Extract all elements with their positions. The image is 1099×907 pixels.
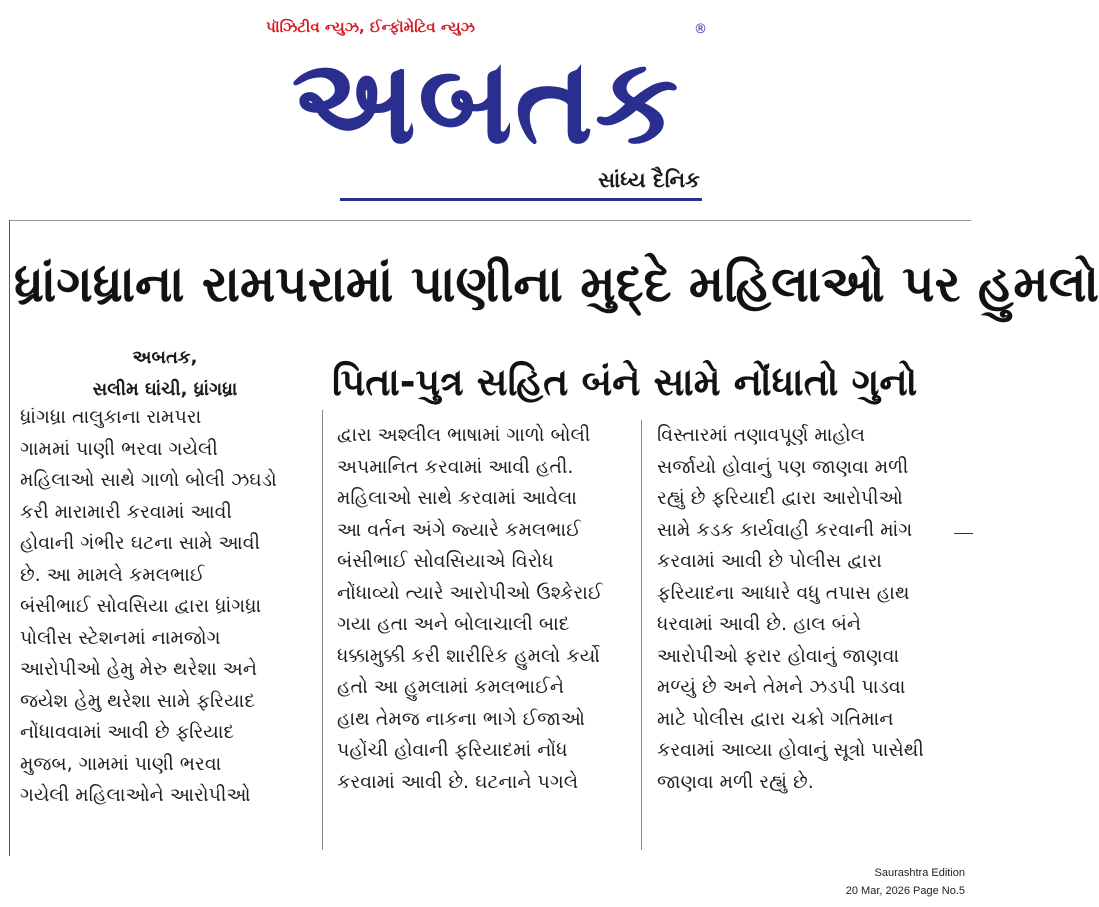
masthead-tagline: પૉઝિટીવ ન્યુઝ, ઈન્ફૉમેટિવ ન્યુઝ — [266, 18, 475, 36]
text-line: નોંધાવ્યો ત્યારે આરોપીઓ ઉશ્કેરાઈ — [337, 581, 603, 604]
text-line: જાણવા મળી રહ્યું છે. — [657, 770, 814, 793]
text-line: ગયા હતા અને બોલાચાલી બાદ — [337, 613, 570, 635]
crop-mark — [954, 533, 973, 534]
text-line: દ્વારા અશ્લીલ ભાષામાં ગાળો બોલી — [337, 424, 591, 446]
text-line: સામે કડક કાર્યવાહી કરવાની માંગ — [657, 518, 913, 541]
text-line: આ વર્તન અંગે જ્યારે કમલભાઈ — [337, 518, 581, 541]
column-divider — [322, 410, 323, 850]
text-line: હાથ તેમજ નાકના ભાગે ઈજાઓ — [337, 707, 585, 730]
text-line: છે. આ મામલે કમલભાઈ — [20, 563, 205, 586]
masthead-rule — [340, 198, 702, 201]
text-line: હોવાની ગંભીર ઘટના સામે આવી — [20, 532, 260, 554]
text-line: સર્જાયો હોવાનું પણ જાણવા મળી — [657, 455, 909, 478]
page-footer — [765, 864, 965, 900]
text-line: કરી મારામારી કરવામાં આવી — [20, 500, 232, 523]
text-line: વિસ્તારમાં તણાવપૂર્ણ માહોલ — [657, 424, 866, 446]
text-line: ગામમાં પાણી ભરવા ગયેલી — [20, 437, 218, 460]
article-left-border — [9, 220, 10, 856]
text-line: માટે પોલીસ દ્વારા ચક્રો ગતિમાન — [657, 707, 894, 730]
article-byline — [20, 342, 310, 406]
text-line: પહોંચી હોવાની ફરિયાદમાં નોંધ — [337, 739, 568, 761]
byline-reporter: સલીમ ઘાંચી, ધ્રાંગધ્રા — [92, 379, 238, 400]
text-line: અપમાનિત કરવામાં આવી હતી. — [337, 455, 574, 478]
article-subheadline: પિતા-પુત્ર સહિત બંને સામે નોંધાતો ગુનો — [332, 360, 918, 404]
text-line: રહ્યું છે ફરિયાદી દ્વારા આરોપીઓ — [657, 487, 903, 509]
text-line: મહિલાઓ સાથે કરવામાં આવેલા — [337, 487, 577, 509]
newspaper-logo: અબતક — [291, 32, 681, 170]
date-page-info: 20 Mar, 2026 Page No.5 — [845, 885, 965, 897]
text-line: ધક્કામુક્કી કરી શારીરિક હુમલો કર્યો — [337, 644, 600, 667]
masthead — [0, 0, 973, 210]
text-line: ફરિયાદના આધારે વધુ તપાસ હાથ — [657, 581, 910, 604]
text-line: પોલીસ સ્ટેશનમાં નામજોગ — [20, 626, 221, 649]
edition-name: Saurashtra Edition — [874, 867, 965, 879]
text-line: મહિલાઓ સાથે ગાળો બોલી ઝઘડો — [20, 469, 277, 491]
registered-mark: ® — [694, 22, 707, 37]
edition-type-label: સાંધ્ય દૈનિક — [598, 168, 700, 192]
text-line: મળ્યું છે અને તેમને ઝડપી પાડવા — [657, 676, 906, 698]
article-column-2 — [337, 420, 627, 798]
text-line: કરવામાં આવી છે પોલીસ દ્વારા — [657, 550, 882, 572]
text-line: મુજબ, ગામમાં પાણી ભરવા — [20, 752, 222, 775]
text-line: જયેશ હેમુ થરેશા સામે ફરિયાદ — [20, 689, 255, 712]
byline-source: અબતક, — [132, 347, 198, 368]
text-line: બંસીભાઈ સોવસિયા દ્વારા ધ્રાંગધ્રા — [20, 595, 262, 617]
text-line: ધ્રાંગધ્રા તાલુકાના રામપરા — [20, 406, 202, 428]
text-line: આરોપીઓ ફરાર હોવાનું જાણવા — [657, 644, 900, 667]
text-line: ગયેલી મહિલાઓને આરોપીઓ — [20, 784, 251, 806]
article-headline: ધ્રાંગધ્રાના રામપરામાં પાણીના મુદ્દે મહિલાઓ પર હુમલો — [14, 255, 1099, 313]
text-line: નોંધાવવામાં આવી છે ફરિયાદ — [20, 721, 235, 743]
text-line: બંસીભાઈ સોવસિયાએ વિરોધ — [337, 550, 554, 572]
text-line: આરોપીઓ હેમુ મેરુ થરેશા અને — [20, 658, 257, 680]
text-line: ધરવામાં આવી છે. હાલ બંને — [657, 613, 862, 635]
article-column-1 — [20, 402, 310, 812]
text-line: કરવામાં આવી છે. ઘટનાને પગલે — [337, 770, 579, 793]
column-divider — [641, 420, 642, 850]
article-top-border — [9, 220, 971, 221]
text-line: હતો આ હુમલામાં કમલભાઈને — [337, 676, 565, 698]
article-column-3 — [657, 420, 947, 798]
text-line: કરવામાં આવ્યા હોવાનું સૂત્રો પાસેથી — [657, 739, 924, 761]
